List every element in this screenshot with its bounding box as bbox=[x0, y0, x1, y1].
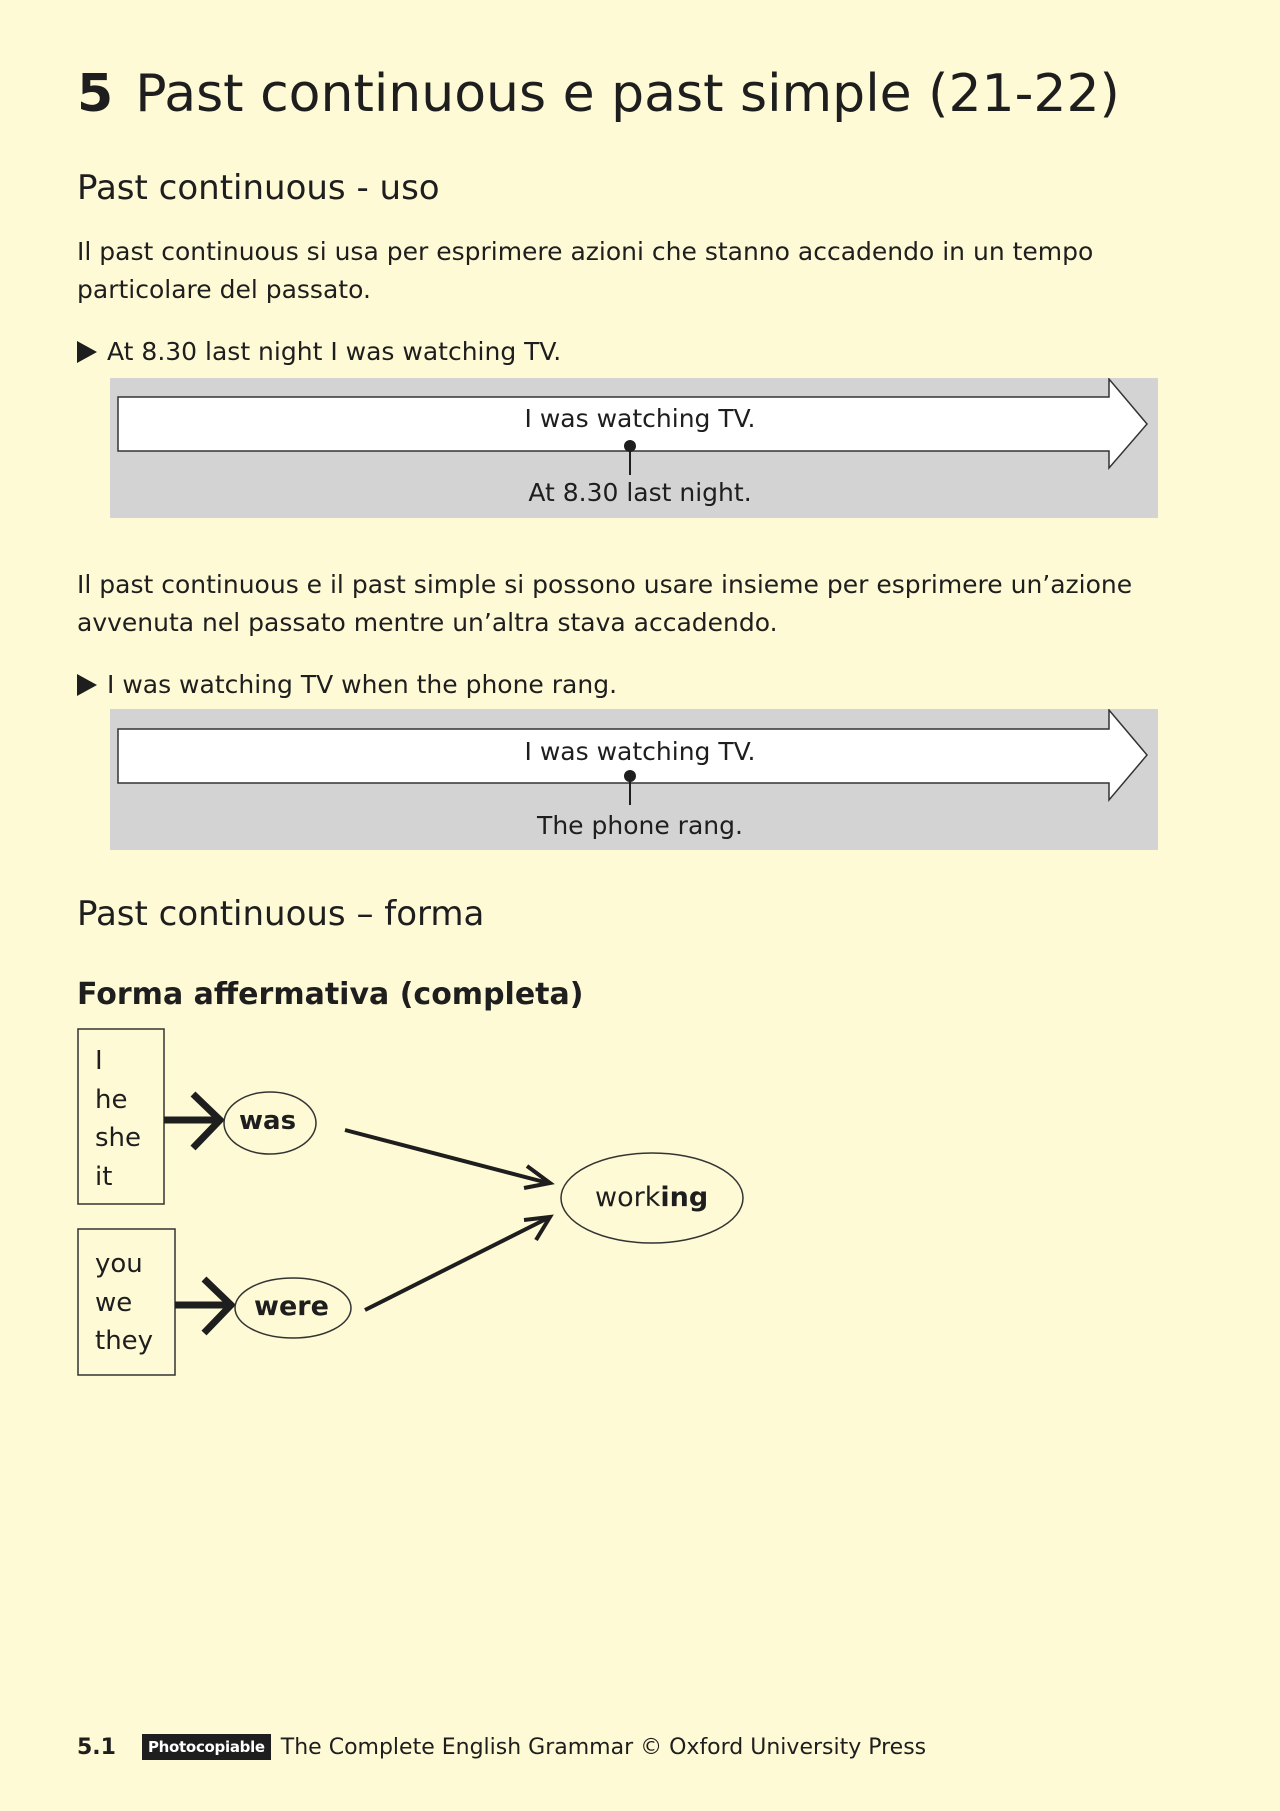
timeline-1-point-label: At 8.30 last night. bbox=[528, 478, 752, 507]
verb-working bbox=[595, 1182, 708, 1213]
aux-were: were bbox=[254, 1291, 329, 1322]
photocopiable-badge: Photocopiable bbox=[142, 1734, 271, 1760]
paragraph-uso-1: Il past continuous si usa per esprimere azioni che stanno accadendo in un tempo particolare del passato. bbox=[77, 237, 1094, 304]
timeline-2-arrow-label: I was watching TV. bbox=[524, 737, 756, 766]
chapter-title: Past continuous e past simple (21-22) bbox=[135, 64, 1120, 124]
timeline-1-arrow-label: I was watching TV. bbox=[524, 404, 756, 433]
page-number: 5.1 bbox=[77, 1735, 116, 1760]
section-heading-forma: Past continuous – forma bbox=[77, 894, 485, 934]
pronoun-list-singular bbox=[95, 1042, 141, 1196]
pronoun: you bbox=[95, 1249, 143, 1279]
section-heading-uso: Past continuous - uso bbox=[77, 168, 440, 208]
chapter-number: 5 bbox=[77, 64, 114, 124]
example-1-text: At 8.30 last night I was watching TV. bbox=[107, 337, 562, 366]
verb-stem: work bbox=[595, 1182, 661, 1213]
aux-was: was bbox=[239, 1106, 297, 1136]
subheading-paren: (completa) bbox=[399, 977, 584, 1012]
verb-ending: ing bbox=[660, 1182, 709, 1213]
example-2-text: I was watching TV when the phone rang. bbox=[107, 670, 618, 699]
pronoun: we bbox=[95, 1287, 133, 1318]
footer bbox=[77, 1733, 926, 1763]
pronoun: she bbox=[95, 1123, 142, 1153]
pronoun-list-plural bbox=[95, 1245, 153, 1361]
pronoun: he bbox=[95, 1084, 128, 1115]
subheading-text: Forma affermativa bbox=[77, 977, 390, 1012]
pronoun: I bbox=[95, 1046, 103, 1076]
pronoun: it bbox=[95, 1161, 113, 1192]
footer-credit: The Complete English Grammar © Oxford University Press bbox=[280, 1735, 927, 1760]
paragraph-uso-2: Il past continuous e il past simple si possono usare insieme per esprimere un’azione avvenuta nel passato mentre un’altra stava accadendo. bbox=[77, 570, 1133, 637]
timeline-2-point-label: The phone rang. bbox=[537, 811, 743, 840]
pronoun: they bbox=[95, 1326, 154, 1356]
